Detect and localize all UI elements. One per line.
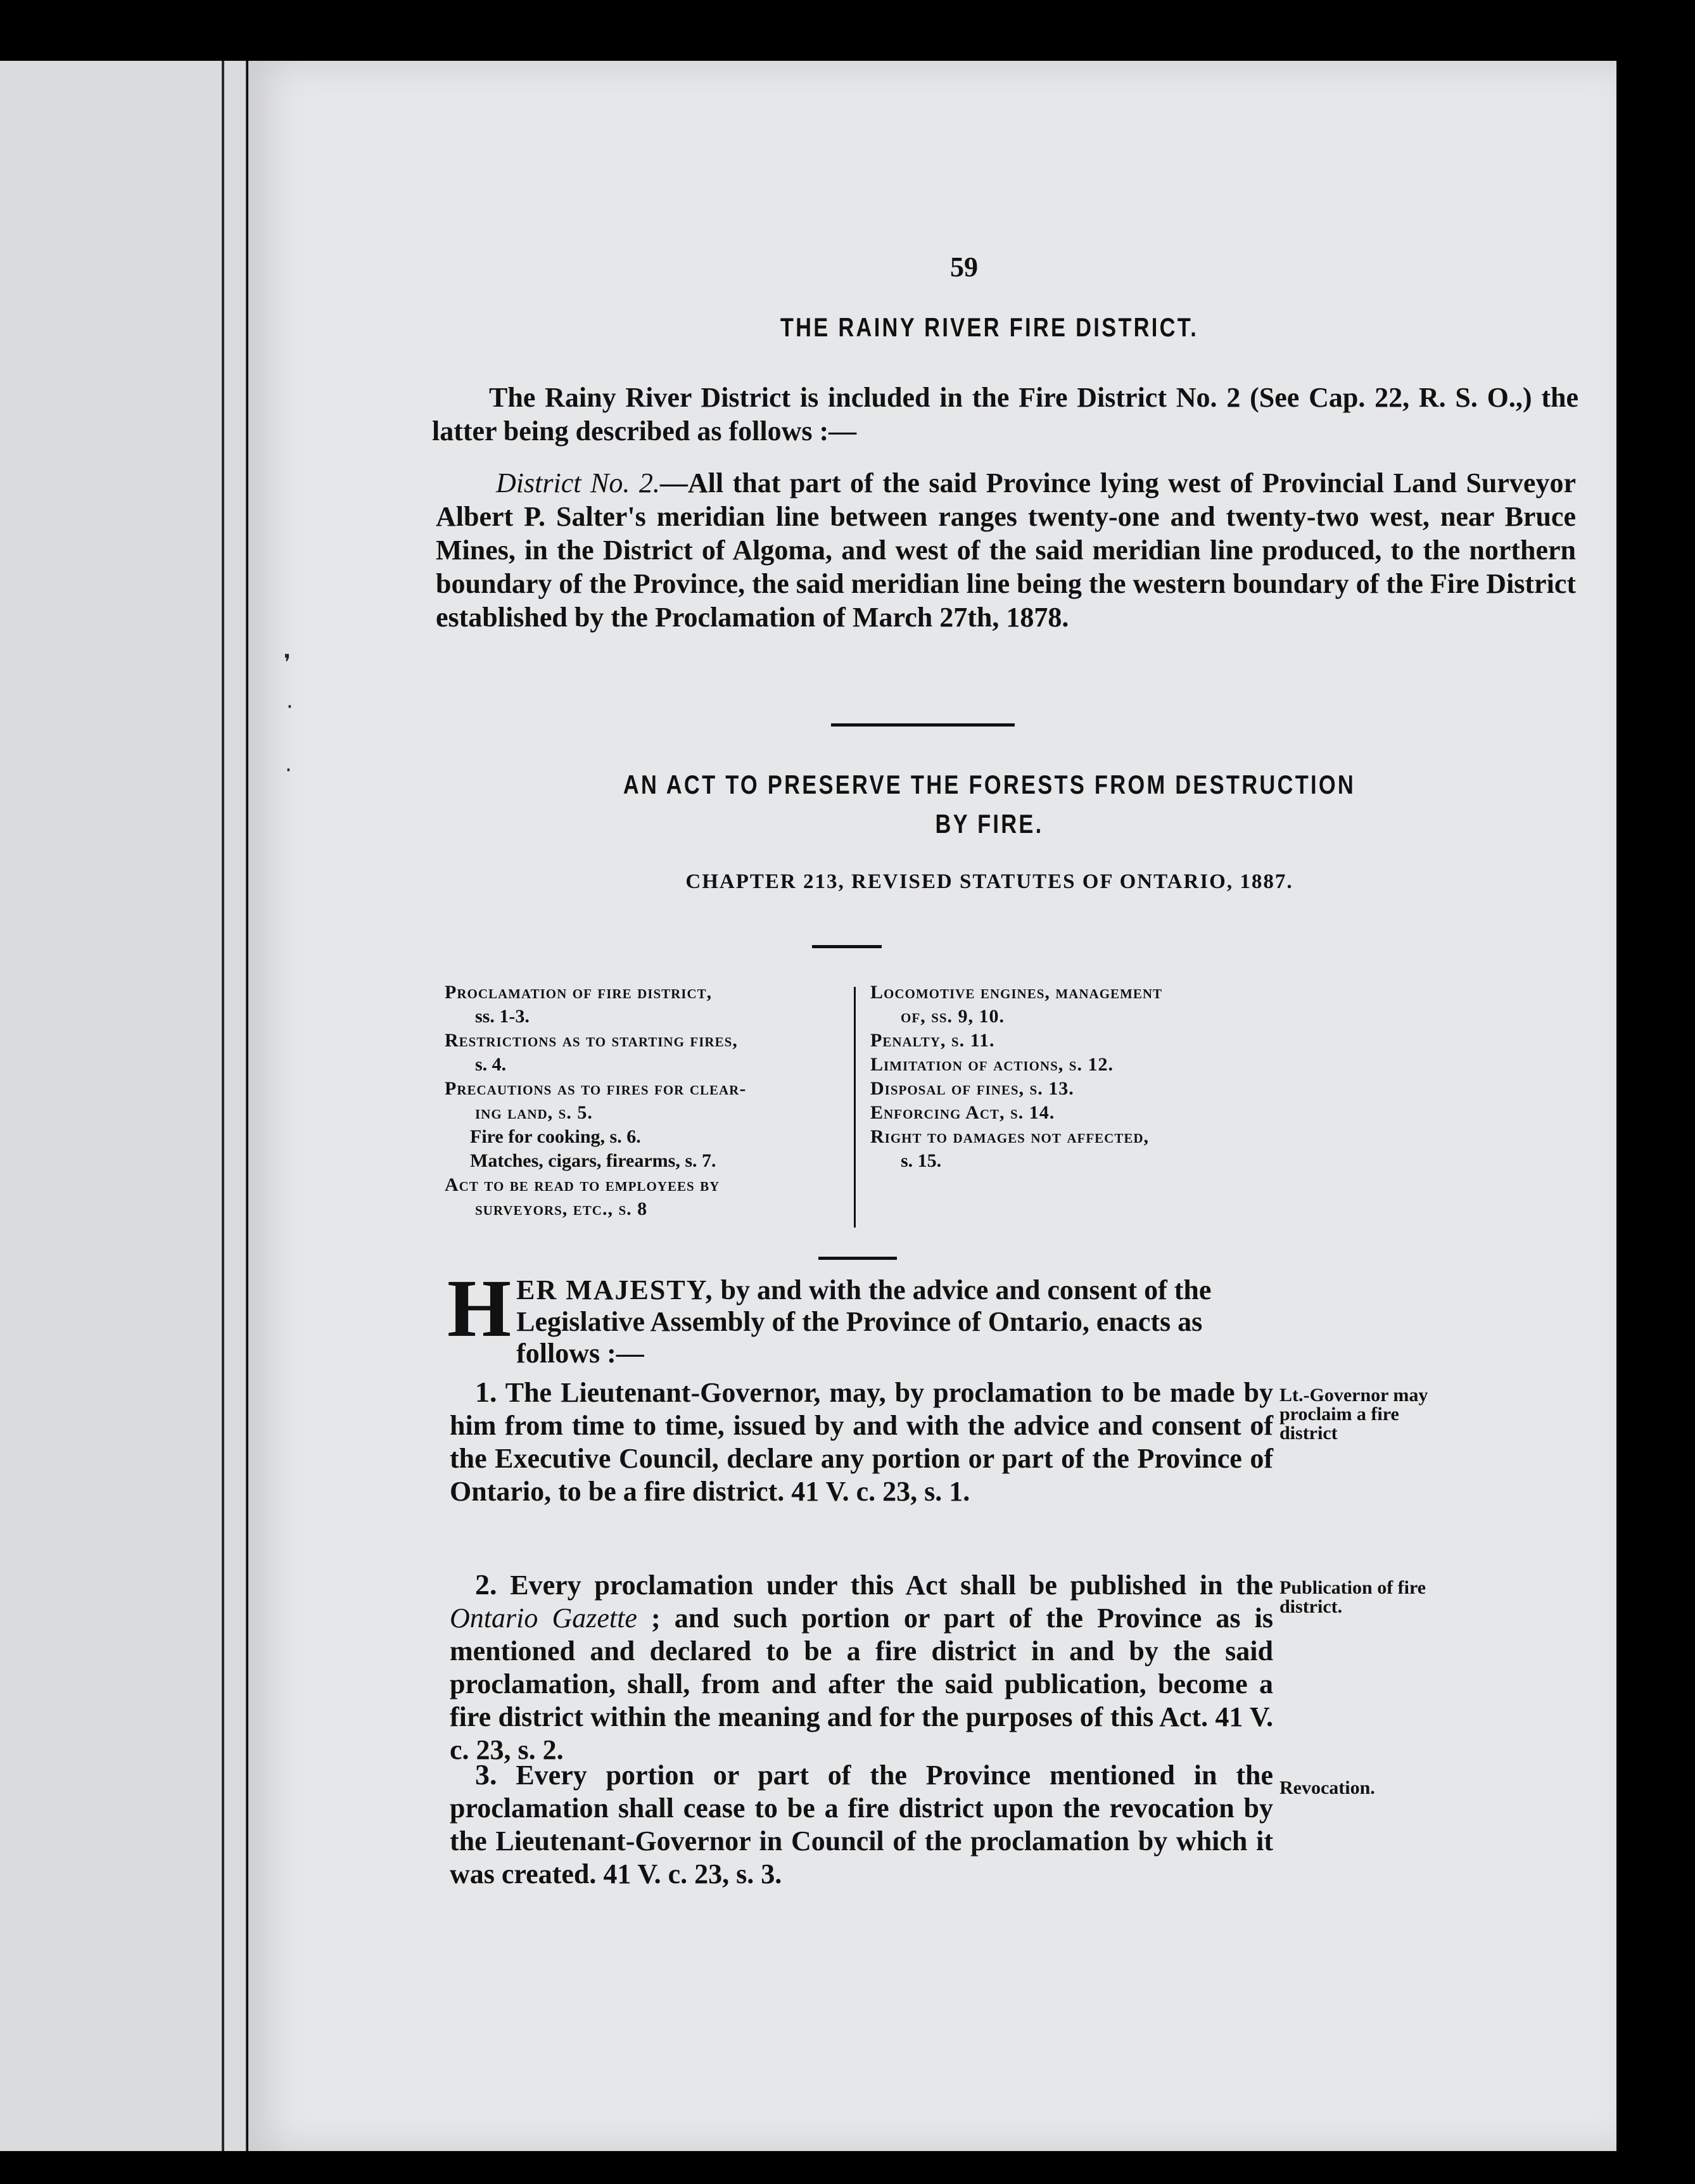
enacting-clause [447, 1263, 1277, 1369]
margin-note-section-1: Lt.-Governor may proclaim a fire district [1279, 1385, 1428, 1444]
section-text: The Lieutenant-Governor, may, by proclamation to be made by him from time to time, issued by and with the advice and consent of the Executive Council, declare any portion or part of the Province of Ontario, to be a fire district. 41 V. c. 23, s. 1. [450, 1377, 1273, 1507]
contents-entry: Matches, cigars, firearms, s. 7. [470, 1150, 716, 1171]
act-title-line-1: AN ACT TO PRESERVE THE FORESTS FROM DESTRUCTION [623, 770, 1356, 799]
section-text-after: ; and such portion or part of the Province as is mentioned and declared to be a fire district in and by the said proclamation, shall, from and after the said publication, become a fire district within the meaning and for the purposes of this Act. 41 V. c. 23, s. 2. [450, 1603, 1273, 1765]
section-italic: Ontario Gazette [450, 1603, 637, 1634]
intro-paragraph: The Rainy River District is included in the Fire District No. 2 (See Cap. 22, R. S. O.,) the latter being described as follows :— [432, 382, 1578, 447]
contents-left-column [445, 981, 850, 1221]
margin-note-section-3: Revocation. [1279, 1777, 1375, 1798]
contents-entry: Proclamation of fire district, ss. 1-3. [445, 982, 713, 1027]
enact-text: by and with the advice and consent of the Legislative Assembly of the Province of Ontario, enacts as follows :— [516, 1274, 1212, 1369]
scan-speck: ❜ [284, 650, 291, 675]
contents-right-column [870, 981, 1314, 1173]
drop-cap: H [447, 1263, 512, 1354]
contents-entry: Locomotive engines, management of, ss. 9, 10. [870, 982, 1163, 1027]
contents-entry: Fire for cooking, s. 6. [470, 1126, 641, 1147]
page-fold [222, 61, 224, 2151]
contents-entry: Act to be read to employees by surveyors, etc., s. 8 [445, 1174, 720, 1219]
section-number: 1. [475, 1376, 497, 1408]
chapter-reference: CHAPTER 213, REVISED STATUTES OF ONTARIO, 1887. [685, 870, 1293, 893]
section-number: 3. [475, 1758, 497, 1791]
scan-speck: · [285, 758, 292, 783]
contents-summary [445, 981, 1521, 1247]
section-number: 2. [475, 1568, 497, 1601]
section-text: Every portion or part of the Province mentioned in the proclamation shall cease to be a fire district upon the revocation by the Lieutenant-Governor in Council of the proclamation by which it was created. 41 V. c. 23, s. 3. [450, 1760, 1273, 1889]
district-lead: District No. 2. [496, 467, 660, 498]
heading-rainy-river: THE RAINY RIVER FIRE DISTRICT. [780, 312, 1199, 342]
contents-entry: Right to damages not affected, s. 15. [870, 1126, 1149, 1171]
section-1 [450, 1376, 1273, 1508]
section-2 [450, 1568, 1273, 1767]
section-text-before: Every proclamation under this Act shall be published in the [497, 1570, 1273, 1601]
contents-entry: Limitation of actions, s. 12. [870, 1054, 1114, 1075]
contents-divider [854, 987, 856, 1228]
left-page-edge [0, 61, 247, 2151]
contents-entry: Penalty, s. 11. [870, 1030, 995, 1051]
document-page [248, 61, 1616, 2151]
separator-rule [812, 945, 882, 948]
section-3 [450, 1758, 1273, 1891]
act-title [527, 765, 1452, 844]
scan-speck: · [286, 694, 293, 720]
district-text: —All that part of the said Province lying west of Provincial Land Surveyor Albert P. Salter's meridian line between ranges twenty-one and twenty-two west, near Bruce Mines, in the District of Algoma, and west of the said meridian line produced, to the northern boundary of the Province, the said meridian line being the western boundary of the Fire District established by the Proclamation of March 27th, 1878. [436, 467, 1576, 633]
contents-entry: Precautions as to fires for clear- ing land, s. 5. [445, 1078, 747, 1123]
contents-entry: Disposal of fines, s. 13. [870, 1078, 1074, 1099]
contents-entry: Restrictions as to starting fires, s. 4. [445, 1030, 738, 1075]
district-paragraph [436, 466, 1576, 634]
act-title-line-2: BY FIRE. [935, 809, 1044, 839]
enact-caps: ER MAJESTY, [516, 1274, 714, 1305]
contents-entry: Enforcing Act, s. 14. [870, 1102, 1055, 1123]
page-number: 59 [950, 251, 978, 283]
margin-note-section-2: Publication of fire district. [1279, 1577, 1426, 1617]
separator-rule [818, 1257, 897, 1260]
separator-rule [831, 723, 1015, 727]
